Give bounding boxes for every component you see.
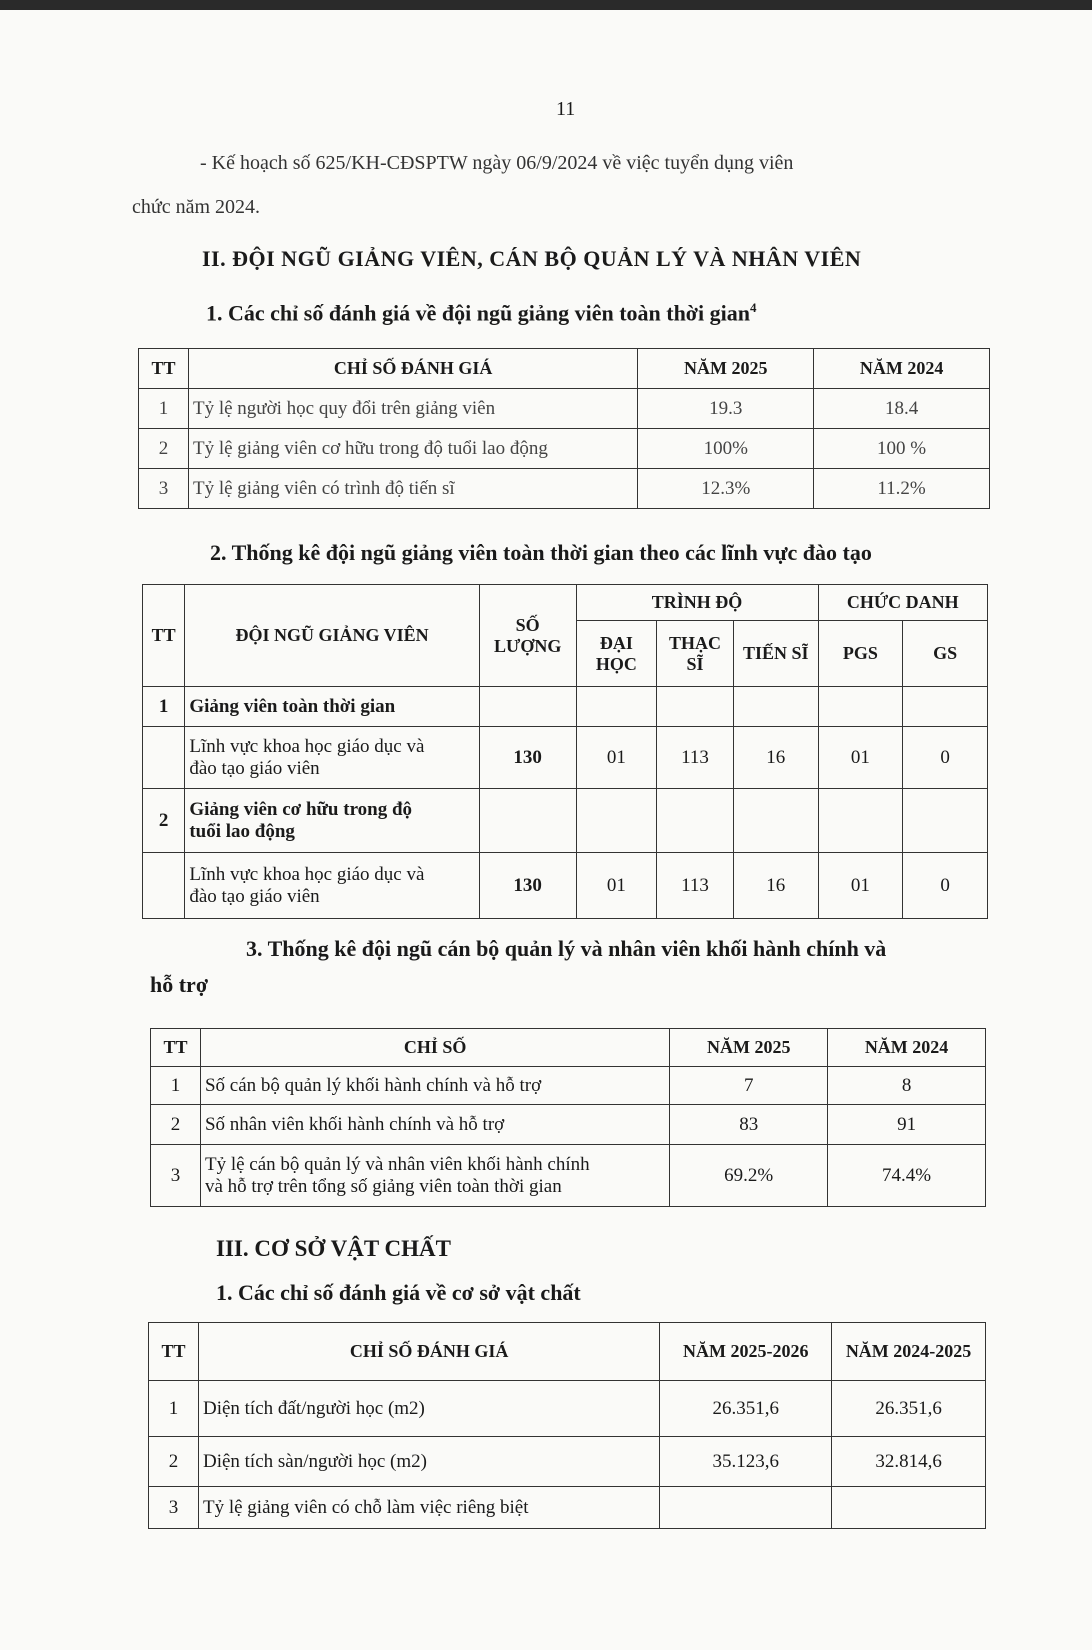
col-2025: NĂM 2025 (638, 349, 814, 389)
col-phd: TIẾN SĨ (733, 621, 818, 687)
col-tt: TT (149, 1323, 199, 1381)
page-number: 11 (556, 98, 576, 120)
table-row: 2 Tỷ lệ giảng viên cơ hữu trong độ tuổi lao động 100% 100 % (139, 429, 990, 469)
col-team: ĐỘI NGŨ GIẢNG VIÊN (185, 585, 479, 687)
table-row: 3 Tỷ lệ cán bộ quản lý và nhân viên khối hành chính và hỗ trợ trên tổng số giảng viên toàn thời gian 69.2% 74.4% (151, 1145, 986, 1207)
subsection-2-3-title-line-2: hỗ trợ (150, 972, 209, 997)
table-row: Lĩnh vực khoa học giáo dục và đào tạo giáo viên 130 01 113 16 01 0 (143, 727, 988, 789)
subsection-2-1-title: 1. Các chỉ số đánh giá về đội ngũ giảng viên toàn thời gian$^4$ (206, 300, 757, 326)
subsection-2-2-title: 2. Thống kê đội ngũ giảng viên toàn thời gian theo các lĩnh vực đào tạo (210, 540, 872, 565)
table-group-row: 1 Giảng viên toàn thời gian (143, 687, 988, 727)
table-row: 1 Tỷ lệ người học quy đổi trên giảng viên 19.3 18.4 (139, 389, 990, 429)
col-count: SỐ LƯỢNG (479, 585, 576, 687)
table-row: 2 Số nhân viên khối hành chính và hỗ trợ 83 91 (151, 1105, 986, 1145)
table-row: 2 Diện tích sàn/người học (m2) 35.123,6 32.814,6 (149, 1437, 986, 1487)
table-row: Lĩnh vực khoa học giáo dục và đào tạo giáo viên 130 01 113 16 01 0 (143, 853, 988, 919)
intro-line-2: chức năm 2024. (132, 196, 261, 218)
table-row: 3 Tỷ lệ giảng viên có chỗ làm việc riêng biệt (149, 1487, 986, 1529)
col-tt: TT (143, 585, 185, 687)
col-2024: NĂM 2024 (828, 1029, 986, 1067)
section-2-title: II. ĐỘI NGŨ GIẢNG VIÊN, CÁN BỘ QUẢN LÝ VÀ NHÂN VIÊN (202, 246, 862, 271)
col-group-level: TRÌNH ĐỘ (576, 585, 818, 621)
table-row: 3 Tỷ lệ giảng viên có trình độ tiến sĩ 12.3% 11.2% (139, 469, 990, 509)
col-2024-2025: NĂM 2024-2025 (832, 1323, 986, 1381)
subsection-3-1-title: 1. Các chỉ số đánh giá về cơ sở vật chất (216, 1280, 581, 1305)
scan-top-edge (0, 0, 1092, 10)
col-2025-2026: NĂM 2025-2026 (660, 1323, 832, 1381)
footnote-marker: 4 (749, 300, 757, 315)
table-group-row: 2 Giảng viên cơ hữu trong độ tuổi lao động (143, 789, 988, 853)
col-indicator: CHỈ SỐ ĐÁNH GIÁ (188, 349, 637, 389)
col-tt: TT (151, 1029, 201, 1067)
col-indicator: CHỈ SỐ (200, 1029, 669, 1067)
admin-staff-table (150, 1028, 986, 1207)
col-2024: NĂM 2024 (814, 349, 990, 389)
section-3-title: III. CƠ SỞ VẬT CHẤT (216, 1236, 451, 1261)
col-group-title: CHỨC DANH (818, 585, 987, 621)
document-page (0, 10, 1092, 1650)
intro-line-1: - Kế hoạch số 625/KH-CĐSPTW ngày 06/9/2024 về việc tuyển dụng viên (200, 152, 794, 174)
col-bachelor: ĐẠI HỌC (576, 621, 657, 687)
lecturer-statistics-table (142, 584, 988, 919)
facility-indicators-table (148, 1322, 986, 1529)
table-row: 1 Diện tích đất/người học (m2) 26.351,6 26.351,6 (149, 1381, 986, 1437)
table-row: 1 Số cán bộ quản lý khối hành chính và hỗ trợ 7 8 (151, 1067, 986, 1105)
col-indicator: CHỈ SỐ ĐÁNH GIÁ (198, 1323, 659, 1381)
col-assoc-prof: PGS (818, 621, 903, 687)
col-master: THẠC SĨ (657, 621, 734, 687)
col-tt: TT (139, 349, 189, 389)
col-prof: GS (903, 621, 988, 687)
lecturer-indicators-table (138, 348, 990, 509)
col-2025: NĂM 2025 (670, 1029, 828, 1067)
subsection-2-3-title-line-1: 3. Thống kê đội ngũ cán bộ quản lý và nhân viên khối hành chính và (246, 936, 887, 961)
